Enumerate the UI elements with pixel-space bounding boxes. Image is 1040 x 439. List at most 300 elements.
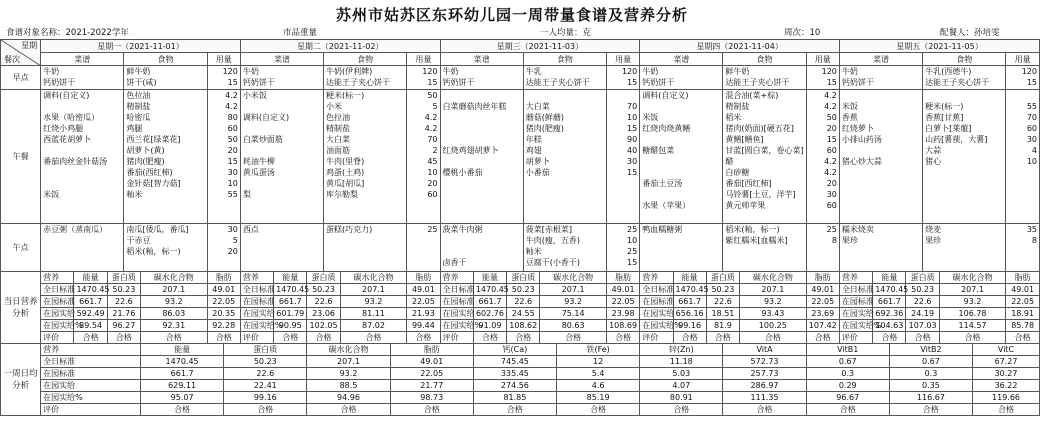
food-line: 番茄(西红柿): [126, 168, 173, 177]
nutrition-row-label: 在园标准: [41, 296, 74, 308]
sub-header-recipe: 菜谱: [839, 53, 922, 66]
food-line: 年糕: [525, 135, 542, 144]
qty-line: 60: [427, 190, 438, 199]
recipe-line: 牛奶: [242, 67, 259, 76]
nutrition-row-label: 在园标准: [440, 296, 473, 308]
nutrition-value: 93.43: [740, 308, 807, 320]
nutrition-value: 合格: [1006, 332, 1040, 344]
qty-line: 55: [227, 190, 238, 199]
recipe-line: 调料(自定义): [242, 113, 290, 122]
nutrition-row-label: 在园实给%: [41, 320, 74, 332]
weekly-value: 30.27: [973, 368, 1040, 380]
nutrition-value: 602.76: [473, 308, 506, 320]
qty-line: 60: [227, 124, 238, 133]
recipe-line: 小米饭: [242, 91, 267, 100]
nutrition-value: 93.2: [141, 296, 208, 308]
qty-line: 20: [227, 247, 238, 256]
nutrition-value: 24.55: [507, 308, 540, 320]
nutrition-header: 碳水化合物: [141, 272, 208, 284]
nutrition-value: 692.36: [873, 308, 906, 320]
recipe-cell: [839, 224, 922, 272]
weekly-value: 合格: [557, 404, 640, 416]
nutrition-value: 93.2: [939, 296, 1006, 308]
nutrition-value: 100.25: [740, 320, 807, 332]
food-line: 猪肉(肥瘦): [126, 157, 165, 166]
qty-line: 120: [821, 67, 837, 76]
food-line: 蛋糕(巧克力): [326, 225, 373, 234]
weekly-header: VitC: [973, 344, 1040, 356]
recipe-line: [642, 156, 720, 167]
recipe-line: [842, 189, 920, 200]
food-line: 香蕉[甘蕉]: [925, 113, 964, 122]
weekly-value: 合格: [307, 404, 390, 416]
nutrition-value: 合格: [673, 332, 706, 344]
weekly-value: 合格: [889, 404, 972, 416]
food-line: 达能王子夹心饼干: [925, 78, 990, 87]
nutrition-value: 合格: [706, 332, 739, 344]
nutrition-value: 75.14: [540, 308, 607, 320]
food-line: 籼米: [525, 247, 542, 256]
food-line: 达能王子夹心饼干: [725, 78, 790, 87]
nutrition-value: 合格: [141, 332, 208, 344]
food-cell: [923, 90, 1006, 224]
recipe-line: 赤豆粥（蒸南瓜）: [43, 225, 108, 234]
food-line: [925, 167, 1003, 178]
food-line: 达能王子夹心饼干: [525, 78, 590, 87]
recipe-line: 调料(自定义): [642, 91, 689, 100]
recipe-cell: [640, 66, 723, 90]
nutrition-value: 80.63: [540, 320, 607, 332]
food-line: 干赤豆: [126, 236, 151, 245]
qty-line: 25: [627, 247, 638, 256]
nutrition-header: 蛋白质: [507, 272, 540, 284]
nutrition-row-label: 营养: [440, 272, 473, 284]
weekly-value: 116.67: [889, 392, 972, 404]
qty-line: 4.2: [824, 168, 837, 177]
recipe-line: 鸭血糯糖粥: [642, 225, 683, 234]
recipe-line: 牛奶: [43, 67, 60, 76]
food-line: 猪肉(肥瘦): [525, 124, 564, 133]
nutrition-value: 86.03: [141, 308, 208, 320]
food-line: 哈密瓜: [126, 113, 151, 122]
recipe-line: 小排山药汤: [841, 135, 882, 144]
recipe-line: [642, 167, 720, 178]
sub-header-food: 食物: [523, 53, 606, 66]
recipe-cell: [440, 224, 523, 272]
qty-line: [1008, 189, 1037, 200]
weekly-value: 合格: [806, 404, 889, 416]
weekly-value: 335.45: [473, 368, 556, 380]
recipe-line: [642, 134, 720, 145]
food-line: 鸡腿: [126, 124, 143, 133]
qty-line: 120: [222, 67, 238, 76]
food-line: 醋: [725, 157, 734, 166]
food-line: 山药[薯蓣，大薯]: [925, 135, 988, 144]
food-line: 稻米(籼，标一): [126, 247, 181, 256]
qty-line: 4.2: [824, 91, 837, 100]
recipe-line: [642, 101, 720, 112]
qty-line: 120: [621, 67, 638, 76]
weekly-value: 4.07: [640, 380, 723, 392]
recipe-line: [443, 123, 521, 134]
nutrition-value: 661.7: [74, 296, 107, 308]
qty-line: 80: [227, 113, 238, 122]
qty-line: 10: [227, 179, 238, 188]
sub-header-food: 食物: [723, 53, 806, 66]
food-line: 大白菜: [525, 102, 550, 111]
day-header: 星期三（2021-11-03）: [440, 40, 640, 53]
recipe-line: 米饭: [841, 102, 858, 111]
sub-header-qty: 用量: [1006, 53, 1040, 66]
meal-label-snack: 午点: [1, 224, 41, 272]
recipe-line: 番茄肉丝金针菇汤: [43, 157, 108, 166]
food-line: 粳米(标一): [925, 102, 964, 111]
nutrition-row-label: 营养: [839, 272, 872, 284]
nutrition-value: 合格: [740, 332, 807, 344]
weekly-header: 锌(Zn): [640, 344, 723, 356]
qty-line: 30: [1026, 135, 1037, 144]
food-line: 牛肉(瘦，五香): [525, 236, 580, 245]
food-line: 果珍: [925, 236, 942, 245]
food-line: 鸡翅: [525, 146, 542, 155]
weekly-value: 99.16: [224, 392, 307, 404]
nutrition-header: 蛋白质: [706, 272, 739, 284]
info-unit: 一人均量：克: [540, 28, 592, 38]
food-line: 豆腐干(小香干): [525, 258, 580, 267]
qty-line: 40: [627, 146, 638, 155]
recipe-line: [43, 167, 121, 178]
recipe-cell: [240, 66, 323, 90]
meal-label-breakfast: 早点: [1, 66, 41, 90]
recipe-cell: [440, 66, 523, 90]
food-line: 黄元帅苹果: [725, 201, 766, 210]
sub-header-qty: 用量: [606, 53, 639, 66]
nutrition-value: 49.01: [207, 284, 240, 296]
info-weight-mode: 市品重量: [283, 28, 318, 38]
weekly-header: VitB1: [806, 344, 889, 356]
qty-cell: [806, 66, 839, 90]
nutrition-value: 50.23: [906, 284, 939, 296]
nutrition-value: 601.79: [274, 308, 307, 320]
nutrition-value: 21.76: [107, 308, 140, 320]
page-title: 苏州市姑苏区东环幼儿园一周带量食谱及营养分析: [335, 6, 688, 24]
nutrition-value: 合格: [274, 332, 307, 344]
weekly-value: 0.3: [806, 368, 889, 380]
qty-line: 30: [627, 157, 638, 166]
weekly-value: 81.85: [473, 392, 556, 404]
food-line: [925, 178, 1003, 189]
recipe-line: 水果（苹果）: [642, 201, 691, 210]
info-target: 食谱对象名称：2021-2022学年: [6, 28, 129, 38]
weekly-value: 合格: [973, 404, 1040, 416]
food-cell: [523, 90, 606, 224]
nutrition-value: 49.01: [806, 284, 839, 296]
nutrition-value: 22.05: [407, 296, 440, 308]
qty-line: 4.2: [225, 102, 238, 111]
nutrition-row-label: 在园实给%: [640, 320, 673, 332]
nutrition-value: 合格: [340, 332, 407, 344]
recipe-line: 白菜蘑菇肉丝年糕: [442, 102, 507, 111]
food-line: 菠菜[赤根菜]: [525, 225, 572, 234]
nutrition-value: 114.57: [939, 320, 1006, 332]
nutrition-value: 1470.45: [274, 284, 307, 296]
nutrition-row-label: 在园实给: [240, 308, 273, 320]
nutrition-value: 50.23: [706, 284, 739, 296]
nutrition-header: 脂肪: [806, 272, 839, 284]
qty-cell: [1006, 90, 1040, 224]
nutrition-value: 207.1: [340, 284, 407, 296]
qty-line: 50: [427, 91, 438, 100]
qty-cell: [207, 224, 240, 272]
weekly-value: 合格: [141, 404, 224, 416]
recipe-line: 樱桃小番茄: [442, 168, 483, 177]
recipe-cell: [240, 90, 323, 224]
recipe-line: 红烧肉烧黄鳝: [642, 124, 691, 133]
recipe-line: 钙奶饼干: [242, 78, 275, 87]
food-line: 白萝卜[莱菔]: [925, 124, 972, 133]
food-line: 库尔勒梨: [326, 190, 359, 199]
nutrition-row-label: 在园实给: [640, 308, 673, 320]
food-line: 甘蓝[圆白菜，卷心菜]: [725, 146, 804, 155]
nutrition-value: 合格: [806, 332, 839, 344]
recipe-line: [842, 90, 920, 101]
recipe-line: 红烧鸡翅胡萝卜: [442, 146, 499, 155]
recipe-line: 猪心炒大蒜: [841, 157, 882, 166]
recipe-line: 调料(自定义): [43, 91, 90, 100]
qty-line: 120: [422, 67, 438, 76]
weekly-value: 合格: [640, 404, 723, 416]
food-cell: [923, 224, 1006, 272]
weekly-value: 合格: [390, 404, 473, 416]
qty-cell: [207, 66, 240, 90]
recipe-line: [443, 246, 521, 257]
nutrition-value: 18.91: [1006, 308, 1040, 320]
food-line: 粳米(标一): [326, 91, 365, 100]
nutrition-value: 89.54: [74, 320, 107, 332]
recipe-line: 耗油牛柳: [242, 157, 275, 166]
nutrition-value: 合格: [873, 332, 906, 344]
nutrition-row-label: 评价: [839, 332, 872, 344]
weekly-value: 0.67: [889, 356, 972, 368]
weekly-header: 碳水化合物: [307, 344, 390, 356]
nutrition-value: 108.69: [606, 320, 639, 332]
recipe-line: [642, 189, 720, 200]
nutrition-value: 1470.45: [74, 284, 107, 296]
qty-line: 55: [1026, 102, 1037, 111]
recipe-line: 钙奶饼干: [841, 78, 874, 87]
nutrition-value: 1470.45: [473, 284, 506, 296]
weekly-header: 钙(Ca): [473, 344, 556, 356]
recipe-line: [642, 235, 720, 246]
weekly-value: 36.22: [973, 380, 1040, 392]
sub-header-recipe: 菜谱: [640, 53, 723, 66]
nutrition-value: 92.31: [141, 320, 208, 332]
nutrition-value: 96.27: [107, 320, 140, 332]
qty-line: 4.2: [424, 113, 438, 122]
nutrition-row-label: 在园标准: [240, 296, 273, 308]
recipe-line: 西点: [242, 225, 259, 234]
nutrition-header: 能量: [473, 272, 506, 284]
nutrition-header: 能量: [274, 272, 307, 284]
qty-cell: [407, 90, 440, 224]
food-line: 鲜牛奶: [126, 67, 151, 76]
qty-line: 15: [227, 157, 238, 166]
food-line: 饼干(咸): [126, 78, 157, 87]
food-line: 色拉油: [126, 91, 151, 100]
sub-header-food: 食物: [923, 53, 1006, 66]
recipe-line: 菠菜牛肉粥: [442, 225, 483, 234]
qty-line: 35: [1026, 225, 1037, 234]
recipe-line: 钙奶饼干: [43, 78, 76, 87]
recipe-line: [443, 112, 521, 123]
recipe-line: 梨: [242, 190, 251, 199]
recipe-cell: [839, 90, 922, 224]
weekly-value: 合格: [723, 404, 806, 416]
qty-line: 15: [1026, 78, 1037, 87]
weekly-value: 257.73: [723, 368, 806, 380]
weekly-row-label: 全日标准: [41, 356, 141, 368]
recipe-line: 西蓝花胡萝卜: [43, 135, 92, 144]
nutrition-value: 22.6: [507, 296, 540, 308]
qty-line: 20: [826, 179, 837, 188]
food-line: 番茄[西红柿]: [725, 179, 772, 188]
weekly-value: 11.18: [640, 356, 723, 368]
nutrition-row-label: 在园实给: [839, 308, 872, 320]
nutrition-value: 合格: [207, 332, 240, 344]
nutrition-value: 93.2: [340, 296, 407, 308]
nutrition-value: 22.05: [806, 296, 839, 308]
nutrition-value: 合格: [74, 332, 107, 344]
nutrition-value: 656.16: [673, 308, 706, 320]
nutrition-value: 24.19: [906, 308, 939, 320]
sub-header-recipe: 菜谱: [41, 53, 124, 66]
qty-line: 60: [1026, 124, 1037, 133]
food-cell: [723, 224, 806, 272]
nutrition-value: 22.05: [606, 296, 639, 308]
recipe-line: 牛奶: [642, 67, 659, 76]
qty-line: 15: [826, 78, 837, 87]
nutrition-value: 合格: [473, 332, 506, 344]
nutrition-value: 661.7: [873, 296, 906, 308]
nutrition-value: 22.6: [307, 296, 340, 308]
weekly-value: 0.3: [889, 368, 972, 380]
recipe-cell: [41, 224, 124, 272]
sub-header-food: 食物: [124, 53, 207, 66]
weekly-value: 合格: [473, 404, 556, 416]
food-cell: [324, 90, 407, 224]
sub-header-recipe: 菜谱: [240, 53, 323, 66]
food-cell: [523, 224, 606, 272]
nutrition-header: 碳水化合物: [340, 272, 407, 284]
food-line: 籼米: [126, 190, 143, 199]
weekly-value: 0.35: [889, 380, 972, 392]
nutrition-value: 104.63: [873, 320, 906, 332]
food-cell: [923, 66, 1006, 90]
recipe-line: [243, 145, 321, 156]
qty-line: 20: [227, 146, 238, 155]
nutrition-value: 合格: [939, 332, 1006, 344]
recipe-line: [43, 145, 121, 156]
qty-line: 45: [427, 157, 438, 166]
qty-line: 15: [227, 78, 238, 87]
nutrition-value: 85.78: [1006, 320, 1040, 332]
nutrition-row-label: 全日标准: [440, 284, 473, 296]
recipe-line: 米饭: [43, 190, 60, 199]
food-cell: [723, 66, 806, 90]
sub-header-recipe: 菜谱: [440, 53, 523, 66]
corner-top-label: 星期: [21, 41, 38, 50]
recipe-line: [43, 246, 121, 257]
recipe-cell: [640, 90, 723, 224]
food-line: 蘑菇(鲜蘑): [525, 113, 564, 122]
food-line: [526, 90, 604, 101]
weekly-value: 93.2: [307, 368, 390, 380]
qty-line: 70: [627, 102, 638, 111]
recipe-line: 钙奶饼干: [442, 78, 475, 87]
food-line: 鸡蛋(土鸡): [326, 168, 365, 177]
food-cell: [124, 224, 207, 272]
nutrition-row-label: 在园实给%: [240, 320, 273, 332]
nutrition-header: 脂肪: [407, 272, 440, 284]
food-line: 胡萝卜: [525, 157, 550, 166]
info-staff: 配餐人：孙培雯: [940, 28, 1000, 38]
nutrition-row-label: 营养: [640, 272, 673, 284]
food-line: [526, 189, 604, 200]
weekly-value: 12: [557, 356, 640, 368]
nutrition-value: 49.01: [1006, 284, 1040, 296]
recipe-line: 糯米烧卖: [841, 225, 874, 234]
recipe-cell: [240, 224, 323, 272]
nutrition-value: 22.05: [207, 296, 240, 308]
recipe-line: [443, 156, 521, 167]
weekly-header: 蛋白质: [224, 344, 307, 356]
food-line: 马铃薯[土豆，洋芋]: [725, 190, 796, 199]
food-line: 白砂糖: [725, 168, 750, 177]
qty-line: 30: [227, 225, 238, 234]
nutrition-header: 蛋白质: [107, 272, 140, 284]
nutrition-value: 207.1: [939, 284, 1006, 296]
food-line: [925, 189, 1003, 200]
nutrition-value: 20.35: [207, 308, 240, 320]
recipe-cell: [41, 66, 124, 90]
weekly-value: 661.7: [141, 368, 224, 380]
food-line: [526, 178, 604, 189]
recipe-line: 红烧萝卜: [841, 124, 874, 133]
qty-cell: [407, 66, 440, 90]
nutrition-value: 661.7: [473, 296, 506, 308]
weekly-value: 119.66: [973, 392, 1040, 404]
recipe-line: [43, 178, 121, 189]
qty-cell: [806, 224, 839, 272]
recipe-line: 番茄土豆汤: [642, 179, 683, 188]
nutrition-value: 49.01: [407, 284, 440, 296]
recipe-line: [243, 178, 321, 189]
qty-line: 60: [826, 201, 837, 210]
recipe-line: [842, 178, 920, 189]
recipe-line: [43, 235, 121, 246]
recipe-cell: [839, 66, 922, 90]
food-line: 小米: [326, 102, 343, 111]
qty-line: 30: [227, 168, 238, 177]
recipe-line: 牛奶: [841, 67, 858, 76]
nutrition-row-label: 营养: [240, 272, 273, 284]
nutrition-value: 合格: [606, 332, 639, 344]
qty-line: 20: [427, 179, 438, 188]
weekly-value: 50.23: [224, 356, 307, 368]
nutrition-value: 592.49: [74, 308, 107, 320]
meal-label-lunch: 午餐: [1, 90, 41, 224]
nutrition-header: 蛋白质: [307, 272, 340, 284]
